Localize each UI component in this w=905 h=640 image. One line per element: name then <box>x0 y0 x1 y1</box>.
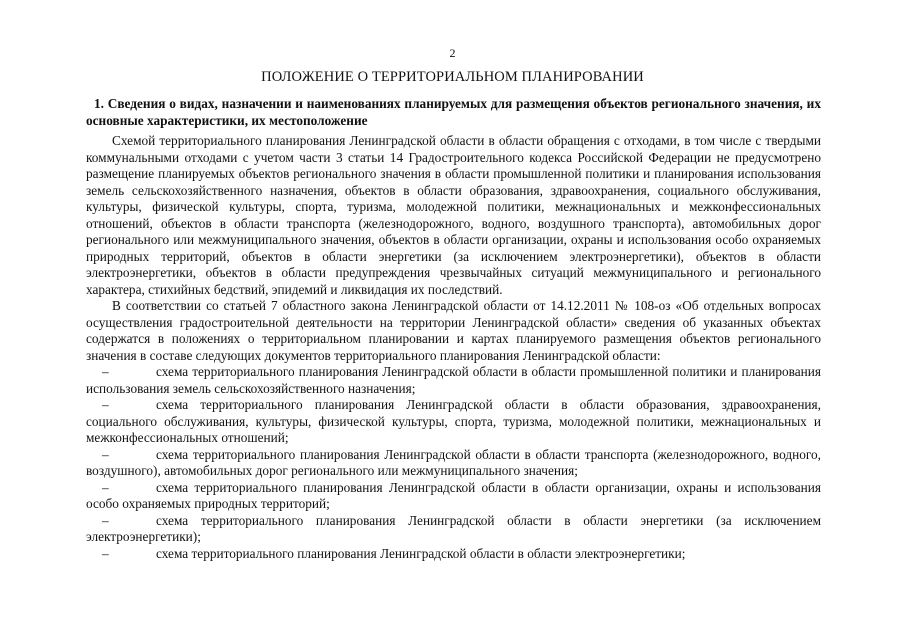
dash-marker: – <box>102 512 109 528</box>
section-body <box>86 96 821 562</box>
list-item-text: схема территориального планирования Ленинградской области в области энергетики (за исключением электроэнергетики); <box>86 512 821 544</box>
list-item <box>86 546 821 563</box>
dash-marker: – <box>102 446 109 462</box>
list-item-text: схема территориального планирования Ленинградской области в области образования, здравоохранения, социального обслуживания, культуры, физической культуры, спорта, туризма, молодежной политики, межнациональных и межконфессиональных отношений; <box>86 397 821 445</box>
list-item-text: схема территориального планирования Ленинградской области в области электроэнергетики; <box>156 545 686 561</box>
list-item <box>86 364 821 397</box>
dash-marker: – <box>102 364 109 379</box>
list-item <box>86 397 821 447</box>
dash-marker: – <box>102 397 109 412</box>
list-item-text: схема территориального планирования Ленинградской области в области промышленной политики и планирования использования земель сельскохозяйственного назначения; <box>86 364 821 396</box>
paragraph-1: Схемой территориального планирования Ленинградской области в области обращения с отходами, в том числе с твердыми коммунальными отходами с учетом части 3 статьи 14 Градостроительного кодекса Российской Федерации не предусмотрено размещение планируемых объектов регионального значения в области промышленной политики и планирования использования земель сельскохозяйственного назначения, объектов в области образования, здравоохранения, социального обслуживания, культуры, физической культуры, спорта, туризма, молодежной политики, межнациональных и межконфессиональных отношений, объектов в области транспорта (железнодорожного, водного, воздушного транспорта), автомобильных дорог регионального или межмуниципального значения, объектов в области организации, охраны и использования особо охраняемых природных территорий, объектов в области энергетики (за исключением электроэнергетики), объектов в области электроэнергетики, объектов в области предупреждения чрезвычайных ситуаций межмуниципального и регионального характера, стихийных бедствий, эпидемий и ликвидация их последствий. <box>86 133 821 297</box>
list-item <box>86 513 821 546</box>
list-item-text: схема территориального планирования Ленинградской области в области транспорта (железнодорожного, водного, воздушного), автомобильных дорог регионального или межмуниципального значения; <box>86 446 821 478</box>
section-heading: 1. Сведения о видах, назначении и наименованиях планируемых для размещения объектов регионального значения, их основные характеристики, их местоположение <box>86 96 821 128</box>
dash-marker: – <box>102 545 109 561</box>
page-number: 2 <box>449 46 456 60</box>
list-item-text: схема территориального планирования Ленинградской области в области организации, охраны и использования особо охраняемых природных территорий; <box>86 479 821 511</box>
list-item <box>86 447 821 480</box>
page-title: ПОЛОЖЕНИЕ О ТЕРРИТОРИАЛЬНОМ ПЛАНИРОВАНИИ <box>261 69 644 85</box>
list-item <box>86 480 821 513</box>
paragraph-2: В соответствии со статьей 7 областного закона Ленинградской области от 14.12.2011 № 108-оз «Об отдельных вопросах осуществления градостроительной деятельности на территории Ленинградской области» сведения об указанных объектах содержатся в положениях о территориальном планировании и картах планируемого размещения объектов регионального значения в составе следующих документов территориального планирования Ленинградской области: <box>86 298 821 363</box>
dash-marker: – <box>102 479 109 495</box>
